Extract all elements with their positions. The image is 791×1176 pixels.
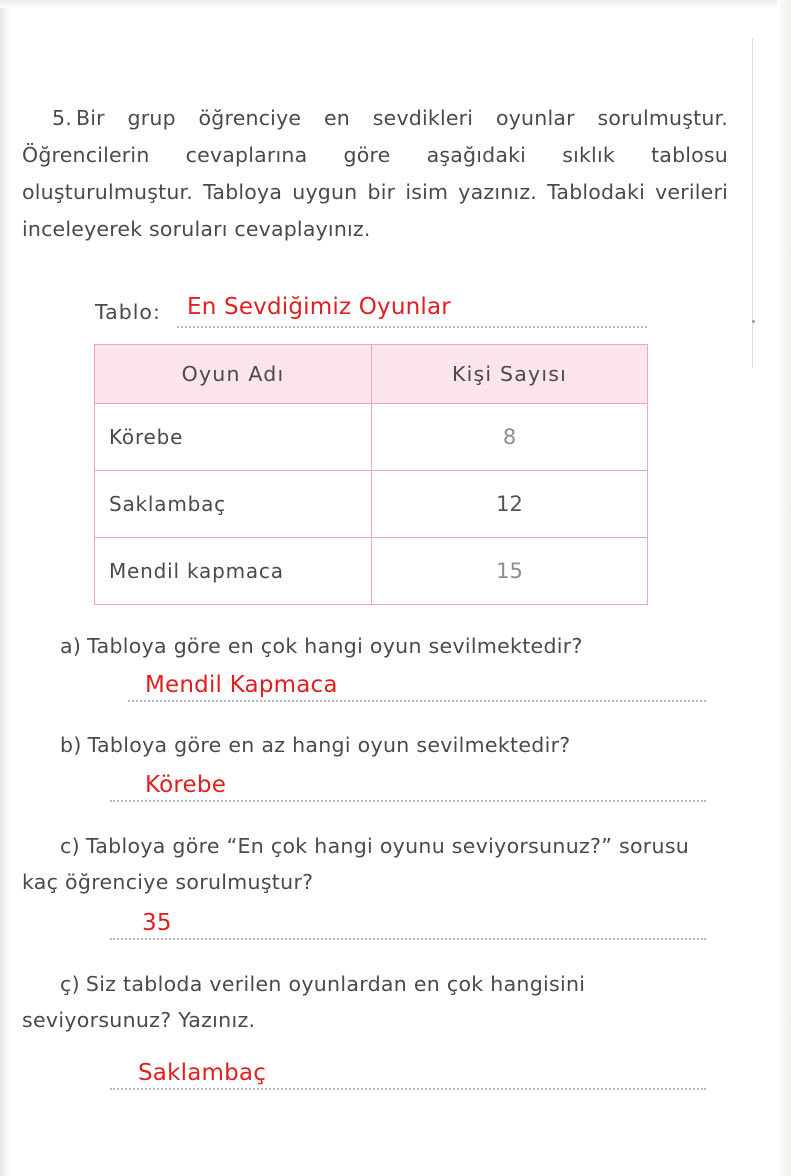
cell-game-name: Mendil kapmaca	[95, 538, 372, 605]
cell-game-name: Körebe	[95, 404, 372, 471]
answer-line-b[interactable]	[110, 800, 706, 802]
sub-question-b-text: Tabloya göre en az hangi oyun sevilmektedir?	[87, 733, 571, 757]
sub-question-c	[22, 828, 722, 900]
sub-question-a-text: Tabloya göre en çok hangi oyun sevilmektedir?	[87, 634, 583, 658]
answer-line-a[interactable]	[128, 700, 706, 702]
answer-a: Mendil Kapmaca	[145, 672, 338, 698]
table-title-label: Tablo:	[95, 300, 161, 324]
cell-person-count: 8	[372, 404, 648, 471]
question-number: 5.	[52, 106, 72, 130]
table-row	[95, 538, 648, 605]
sub-question-c-cedilla	[22, 966, 722, 1038]
column-header-game-name: Oyun Adı	[95, 345, 372, 404]
question-stem	[22, 100, 728, 248]
answer-c: 35	[142, 910, 172, 936]
cell-person-count: 15	[372, 538, 648, 605]
answer-line-c[interactable]	[110, 938, 706, 940]
table-title-writing-line[interactable]	[177, 326, 647, 328]
table-header-row	[95, 345, 648, 404]
table-row	[95, 404, 648, 471]
cell-person-count: 12	[372, 471, 648, 538]
answer-c-cedilla: Saklambaç	[138, 1060, 267, 1086]
answer-b: Körebe	[145, 772, 227, 798]
question-stem-text: Bir grup öğrenciye en sevdikleri oyunlar sorulmuştur. Öğrencilerin cevaplarına göre aşağıdaki sıklık tablosu oluşturulmuştur. Tabloya uygun bir isim yazınız. Tablodaki verileri inceleyerek soruları cevaplayınız.	[22, 106, 728, 241]
cell-game-name: Saklambaç	[95, 471, 372, 538]
table-row	[95, 471, 648, 538]
sub-question-c-text: Tabloya göre “En çok hangi oyunu seviyorsunuz?” sorusu kaç öğrenciye sorulmuştur?	[22, 834, 690, 894]
column-header-person-count: Kişi Sayısı	[372, 345, 648, 404]
sub-question-b-letter: b)	[60, 733, 82, 757]
table-title-row	[95, 296, 655, 330]
answer-line-c-cedilla[interactable]	[110, 1088, 706, 1090]
sub-question-b	[60, 727, 720, 763]
table-title-answer: En Sevdiğimiz Oyunlar	[187, 294, 451, 320]
sub-question-c-letter: c)	[60, 834, 80, 858]
sub-question-c-cedilla-text: Siz tabloda verilen oyunlardan en çok hangisini seviyorsunuz? Yazınız.	[22, 972, 586, 1032]
sub-question-a-letter: a)	[60, 634, 82, 658]
frequency-table	[94, 344, 648, 605]
sub-question-a	[60, 628, 720, 664]
sub-question-c-cedilla-letter: ç)	[60, 972, 80, 996]
